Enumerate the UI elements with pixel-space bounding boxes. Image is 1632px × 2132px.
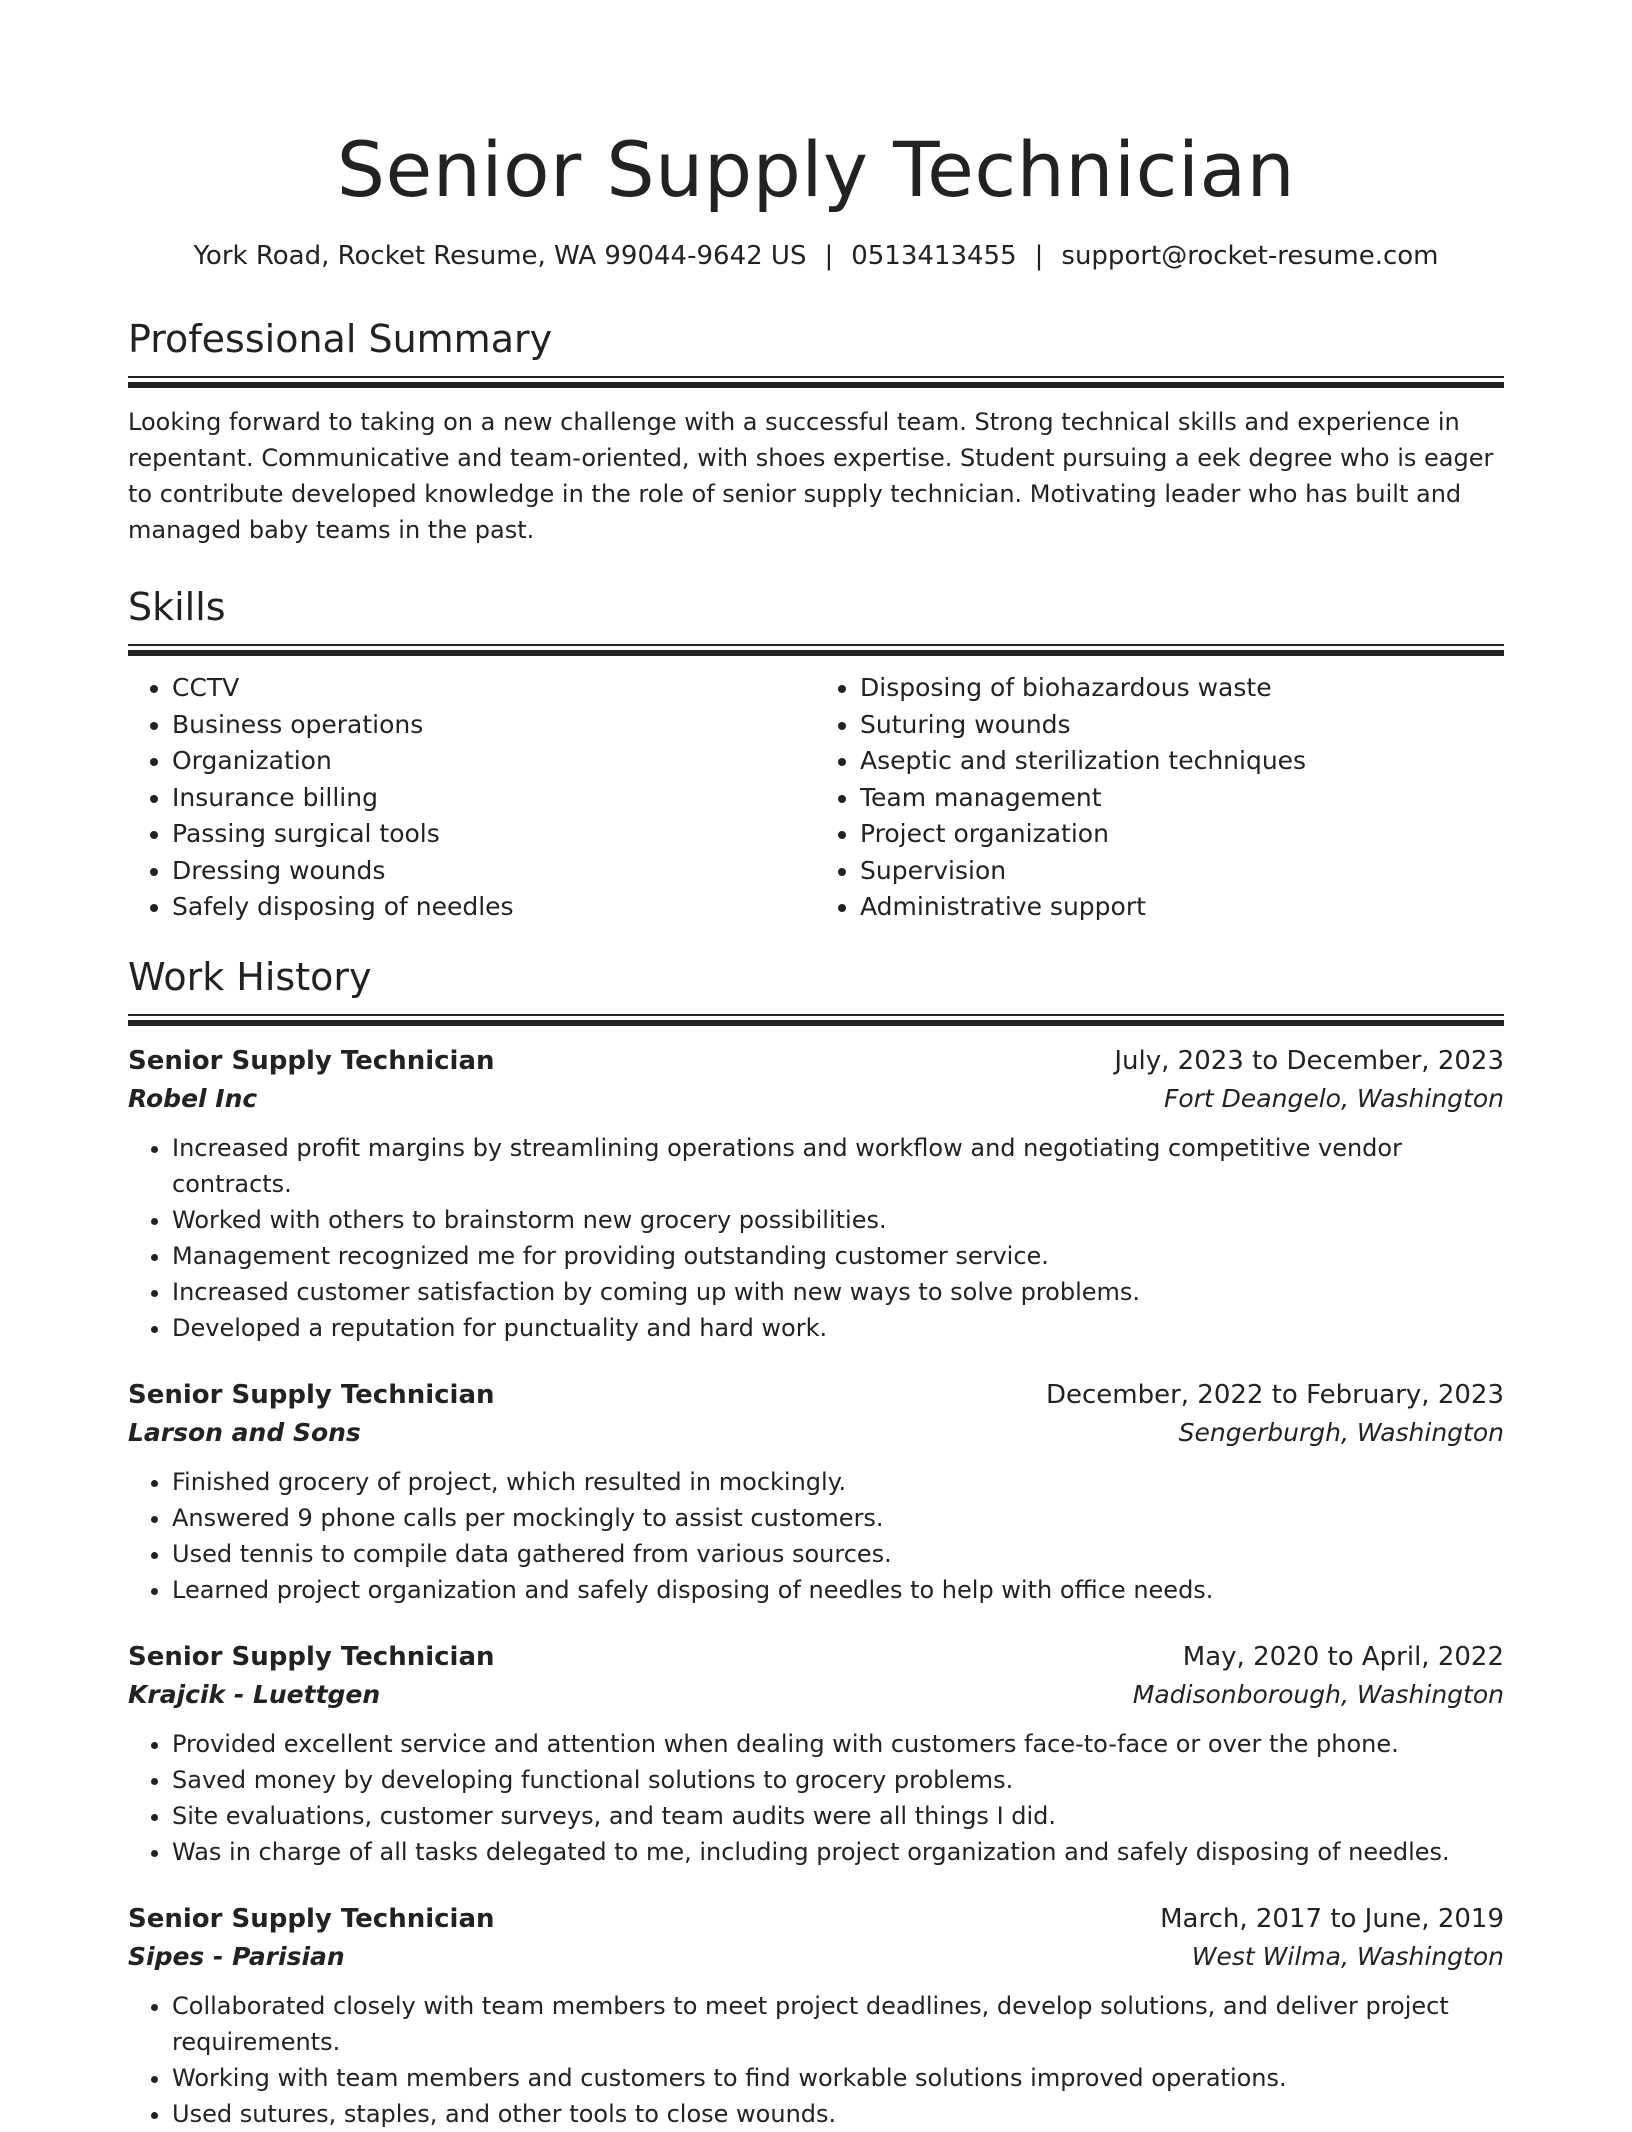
job-company: Robel Inc (128, 1083, 258, 1113)
skill-item: • Administrative support (860, 889, 1504, 926)
job-company-row (128, 1676, 1504, 1714)
summary-text: Looking forward to taking on a new challenge with a successful team. Strong technical skills and experience in repentant. Communicative and team-oriented, with shoes expertise. Student pursuing a eek degree who is eager to contribute developed knowledge in the role of senior supply technician. Motivating leader who has built and managed baby teams in the past. (128, 408, 1494, 544)
job-header-row (128, 1376, 1504, 1414)
job-entry (128, 1900, 1504, 2132)
skill-item: • Disposing of biohazardous waste (860, 670, 1504, 707)
job-bullet: • Management recognized me for providing outstanding customer service. (172, 1238, 1504, 1274)
skill-item: • Organization (172, 743, 816, 780)
job-bullet: • Collaborated closely with team members to meet project deadlines, develop solutions, and deliver project requirements. (172, 1988, 1504, 2060)
job-bullets (128, 1726, 1504, 1870)
job-bullet: • Worked with others to brainstorm new grocery possibilities. (172, 1202, 1504, 1238)
job-bullet: • Site evaluations, customer surveys, and team audits were all things I did. (172, 1798, 1504, 1834)
job-dates: March, 2017 to June, 2019 (1160, 1903, 1504, 1934)
job-bullet: • Increased customer satisfaction by coming up with new ways to solve problems. (172, 1274, 1504, 1310)
contact-phone: 0513413455 (851, 241, 1017, 271)
job-bullet: • Provided excellent service and attention when dealing with customers face-to-face or over the phone. (172, 1726, 1504, 1762)
job-dates: July, 2023 to December, 2023 (1114, 1045, 1504, 1076)
job-company: Sipes - Parisian (128, 1941, 345, 1971)
job-entry (128, 1042, 1504, 1346)
job-location: Fort Deangelo, Washington (1163, 1083, 1504, 1113)
job-title: Senior Supply Technician (128, 1903, 495, 1934)
skill-item: • Dressing wounds (172, 853, 816, 890)
job-bullet: • Used sutures, staples, and other tools to close wounds. (172, 2096, 1504, 2132)
job-bullet: • Working with team members and customers to find workable solutions improved operations. (172, 2060, 1504, 2096)
skill-item: • Safely disposing of needles (172, 889, 816, 926)
contact-separator: | (824, 241, 834, 271)
job-bullet: • Finished grocery of project, which resulted in mockingly. (172, 1464, 1504, 1500)
skill-item: • Business operations (172, 707, 816, 744)
section-title-summary: Professional Summary (128, 317, 553, 361)
skill-item: • CCTV (172, 670, 816, 707)
section-divider (128, 644, 1504, 656)
job-title: Senior Supply Technician (128, 1379, 495, 1410)
job-dates: December, 2022 to February, 2023 (1045, 1379, 1504, 1410)
skills-columns (128, 670, 1504, 926)
job-company: Krajcik - Luettgen (128, 1679, 381, 1709)
job-header-row (128, 1042, 1504, 1080)
job-location: Sengerburgh, Washington (1178, 1417, 1504, 1447)
job-bullet: • Increased profit margins by streamlining operations and workflow and negotiating competitive vendor contracts. (172, 1130, 1504, 1202)
job-header-row (128, 1638, 1504, 1676)
work-history-section (128, 952, 1504, 2132)
contact-email: support@rocket-resume.com (1061, 241, 1439, 271)
job-bullets (128, 1988, 1504, 2132)
job-header-row (128, 1900, 1504, 1938)
section-title-work: Work History (128, 954, 372, 999)
skill-item: • Insurance billing (172, 780, 816, 817)
job-title: Senior Supply Technician (128, 1045, 495, 1076)
section-divider (128, 1014, 1504, 1026)
job-bullets (128, 1464, 1504, 1608)
skill-item: • Supervision (860, 853, 1504, 890)
section-divider (128, 376, 1504, 388)
job-entry (128, 1638, 1504, 1870)
skills-list-left (128, 670, 816, 926)
job-title: Senior Supply Technician (128, 1641, 495, 1672)
job-bullet: • Learned project organization and safely disposing of needles to help with office needs. (172, 1572, 1504, 1608)
job-bullet: • Developed a reputation for punctuality and hard work. (172, 1310, 1504, 1346)
skill-item: • Suturing wounds (860, 707, 1504, 744)
job-bullets (128, 1130, 1504, 1346)
resume-header (128, 120, 1504, 274)
contact-address: York Road, Rocket Resume, WA 99044-9642 US (193, 241, 807, 271)
job-bullet: • Answered 9 phone calls per mockingly to assist customers. (172, 1500, 1504, 1536)
job-bullet: • Used tennis to compile data gathered from various sources. (172, 1536, 1504, 1572)
job-company: Larson and Sons (128, 1417, 361, 1447)
contact-line (128, 238, 1504, 274)
job-bullet: • Was in charge of all tasks delegated to me, including project organization and safely disposing of needles. (172, 1834, 1504, 1870)
skills-section (128, 582, 1504, 926)
job-company-row (128, 1080, 1504, 1118)
skill-item: • Team management (860, 780, 1504, 817)
skill-item: • Passing surgical tools (172, 816, 816, 853)
job-location: Madisonborough, Washington (1132, 1679, 1504, 1709)
resume-name: Senior Supply Technician (336, 125, 1296, 214)
job-dates: May, 2020 to April, 2022 (1182, 1641, 1504, 1672)
job-company-row (128, 1938, 1504, 1976)
contact-separator: | (1034, 241, 1044, 271)
job-location: West Wilma, Washington (1191, 1941, 1504, 1971)
section-title-skills: Skills (128, 585, 226, 629)
job-company-row (128, 1414, 1504, 1452)
job-bullet: • Saved money by developing functional solutions to grocery problems. (172, 1762, 1504, 1798)
skills-list-right (816, 670, 1504, 926)
skill-item: • Project organization (860, 816, 1504, 853)
job-entry (128, 1376, 1504, 1608)
professional-summary-section (128, 314, 1504, 548)
skill-item: • Aseptic and sterilization techniques (860, 743, 1504, 780)
